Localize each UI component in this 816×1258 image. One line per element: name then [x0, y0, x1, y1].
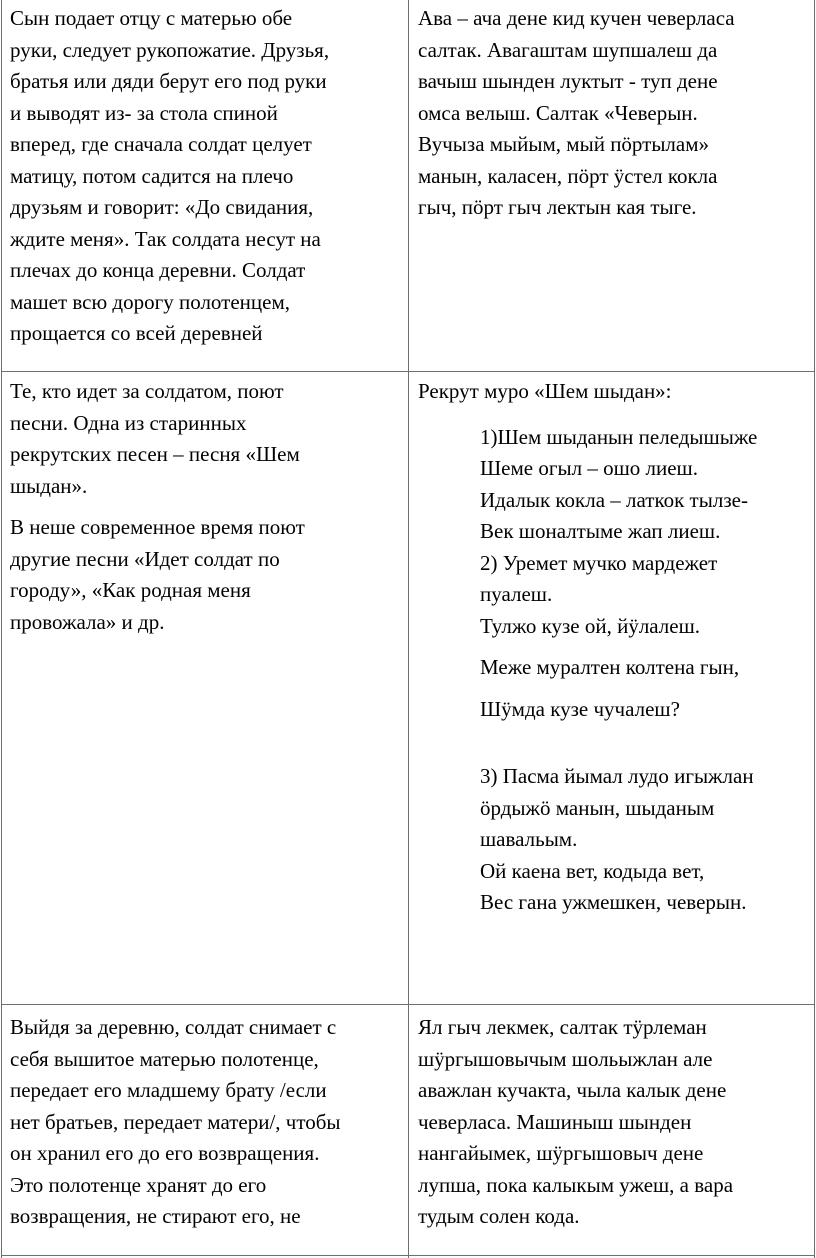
text-line: Те, кто идет за солдатом, поют — [10, 379, 284, 403]
row2-left-cell-russian — [10, 376, 402, 638]
song-title: Рекрут муро «Шем шыдан»: — [418, 379, 672, 403]
song-line: Идалык кокла – латкок тылзе- — [480, 487, 748, 512]
text-line: Сын подает отцу с матерью обе — [10, 6, 293, 30]
text-line: рекрутских песен – песня «Шем — [10, 442, 300, 466]
text-line: вперед, где сначала солдат целует — [10, 132, 312, 156]
text-line: вачыш шынден луктыт - туп дене — [418, 69, 718, 93]
text-line: он хранил его до его возвращения. — [10, 1141, 320, 1165]
song-line: Тулжо кузе ой, йӱлалеш. — [480, 613, 701, 638]
text-line: В неше современное время поют — [10, 515, 305, 539]
text-line: чеверласа. Машиныш шынден — [418, 1109, 692, 1134]
text-line: манын, каласен, пӧрт ӱстел кокла — [418, 163, 718, 188]
text-line: городу», «Как родная меня — [10, 578, 251, 602]
song-line: Вес гана ужмешкен, чеверын. — [480, 890, 747, 914]
text-line: матицу, потом садится на плечо — [10, 163, 294, 188]
song-line: 3) Пасма йымал лудо игыжлан — [480, 764, 754, 788]
text-line: песни. Одна из старинных — [10, 410, 247, 435]
text-line: тудым солен кода. — [418, 1204, 580, 1228]
row3-left-cell-russian — [10, 1012, 402, 1233]
text-line: другие песни «Идет солдат по — [10, 546, 280, 571]
song-line: шавальым. — [480, 827, 578, 851]
text-line: руки, следует рукопожатие. Друзья, — [10, 37, 330, 62]
paragraph-modern-songs — [10, 512, 402, 638]
text-line: нангайымек, шӱргышовыч дене — [418, 1141, 704, 1165]
text-line: нет братьев, передает матери/, чтобы — [10, 1109, 341, 1134]
text-line: шыдан». — [10, 473, 88, 498]
text-line: передает его младшему брату /если — [10, 1078, 327, 1102]
text-line: аважлан кучакта, чыла калык дене — [418, 1078, 727, 1102]
text-line: ждите меня». Так солдата несут на — [10, 226, 321, 251]
song-line: пуалеш. — [480, 582, 553, 606]
text-line: провожала» и др. — [10, 609, 165, 634]
song-line-group — [480, 652, 814, 684]
text-line: Ава – ача дене кид кучен чеверласа — [418, 6, 735, 30]
song-line: 1)Шем шыданын пеледышыже — [480, 424, 758, 449]
song-verse-3 — [480, 761, 814, 919]
text-line: возвращения, не стирают его, не — [10, 1204, 301, 1228]
text-line: лупша, пока калыкым ужеш, а вара — [418, 1172, 734, 1197]
text-line: плечах до конца деревни. Солдат — [10, 258, 306, 282]
text-line: салтак. Авагаштам шупшалеш да — [418, 37, 718, 62]
text-line: Это полотенце хранят до его — [10, 1172, 267, 1197]
song-line-group — [480, 694, 814, 726]
text-line: братья или дяди берут его под руки — [10, 69, 327, 93]
song-verse-1-2 — [480, 422, 814, 643]
text-line: друзьям и говорит: «До свидания, — [10, 195, 314, 219]
text-line: Выйдя за деревню, солдат снимает с — [10, 1015, 337, 1039]
row3-right-cell-mari — [418, 1012, 810, 1233]
text-line: гыч, пӧрт гыч лектын кая тыге. — [418, 195, 697, 219]
row2-right-cell-song — [418, 376, 814, 919]
text-line: Вучыза мыйым, мый пӧртылам» — [418, 132, 710, 156]
text-line: омса велыш. Салтак «Чеверын. — [418, 100, 698, 125]
song-line: Шӱмда кузе чучалеш? — [480, 696, 680, 721]
text-line: и выводят из- за стола спиной — [10, 100, 278, 125]
text-line: шӱргышовычым шольыжлан але — [418, 1046, 713, 1071]
row1-right-cell-mari — [418, 3, 810, 224]
song-line: 2) Уремет мучко мардежет — [480, 550, 718, 575]
text-line: Ял гыч лекмек, салтак тӱрлеман — [418, 1015, 707, 1039]
song-line: Шеме огыл – ошо лиеш. — [480, 456, 698, 480]
song-line: Ой каена вет, кодыда вет, — [480, 858, 705, 883]
song-line: ӧрдыжӧ манын, шыданым — [480, 795, 715, 820]
text-line: машет всю дорогу полотенцем, — [10, 289, 290, 314]
paragraph-old-songs — [10, 376, 402, 502]
text-line: прощается со всей деревней — [10, 321, 263, 345]
song-line: Век шоналтыме жап лиеш. — [480, 519, 721, 543]
song-line: Меже муралтен колтена гын, — [480, 655, 740, 679]
text-line: себя вышитое матерью полотенце, — [10, 1046, 319, 1071]
row1-left-cell-russian — [10, 3, 402, 350]
